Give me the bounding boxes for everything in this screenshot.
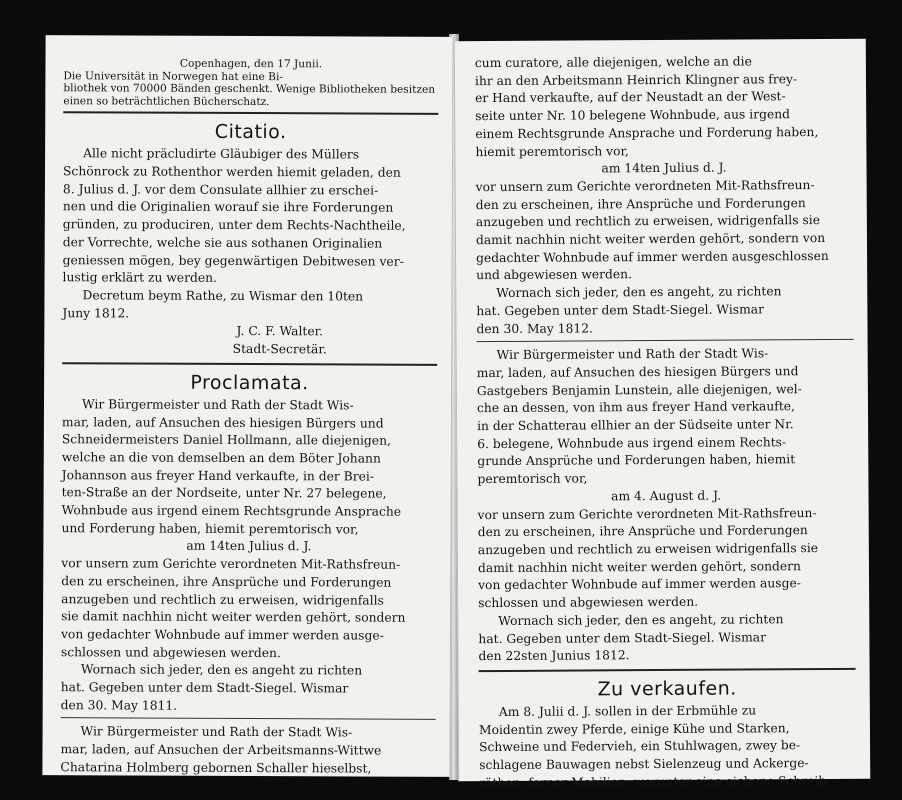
citatio-heading: Citatio. <box>214 121 287 144</box>
notice-line: grunde Ansprüche und Forderungen haben, hiemit <box>477 452 796 469</box>
news-line: bliothek von 70000 Bänden geschenkt. Wenige Bibliotheken besitzen <box>63 82 436 97</box>
notice-line: und abgewiesen werden. <box>476 267 633 283</box>
news-line: einen so beträchtlichen Bücherschatz. <box>63 94 270 108</box>
notice-closing: den 30. May 1812. <box>476 320 593 336</box>
proclamata-closing: Wornach sich jeder, den es angeht zu richten <box>80 662 363 678</box>
proclamata-closing: hat. Gegeben unter dem Stadt-Siegel. Wismar <box>60 680 349 696</box>
citatio-line: Alle nicht präcludirte Gläubiger des Müllers <box>83 146 360 162</box>
signer-title: Stadt-Secretär. <box>232 342 327 357</box>
section-divider <box>63 112 438 116</box>
notice-holmberg-continued <box>475 53 854 339</box>
left-page <box>42 35 453 777</box>
news-item <box>63 57 438 109</box>
notice-line: den zu erscheinen, ihre Ansprüche und Forderungen <box>477 523 808 540</box>
citatio-line: Schönrock zu Rothenthor werden hiemit geladen, den <box>62 164 401 180</box>
section-divider <box>61 718 436 721</box>
notice-closing: Wornach sich jeder, den es angeht, zu richten <box>498 612 784 628</box>
notice-line: einem Rechtsgrunde Ansprache und Forderung haben, <box>475 124 819 141</box>
notice-line: mar, laden, auf Ansuchen der Arbeitsmanns-Wittwe <box>60 742 382 758</box>
notice-line: vor unsern zum Gerichte verordneten Mit-Rathsfreun- <box>475 177 815 195</box>
proclamata-line: den zu erscheinen, ihre Ansprüche und Forderungen <box>61 574 392 590</box>
proclamata-date: am 14ten Julius d. J. <box>186 539 312 554</box>
notice-line: che an dessen, von ihm aus freyer Hand verkaufte, <box>476 399 795 416</box>
proclamata-line: Johannson aus freyer Hand verkaufte, in der Brei- <box>61 467 375 484</box>
notice-line: damit nachhin nicht weiter werden gehört, sondern <box>477 558 801 575</box>
proclamata-line: anzugeben und rechtlich zu erweisen, widrigenfalls <box>61 591 384 608</box>
right-page <box>454 39 871 790</box>
notice-line: gedachter Wohnbude auf immer werden ausgeschlossen <box>476 248 829 265</box>
notice-line: Wir Bürgermeister und Rath der Stadt Wis- <box>496 346 769 363</box>
notice-line: anzugeben und rechtlich zu erweisen widrigenfalls sie <box>477 541 819 558</box>
proclamata-line: mar, laden, auf Ansuchen des hiesigen Bürgers und <box>61 414 384 431</box>
notice-line: von gedachter Wohnbude auf immer werden ausge- <box>478 576 801 593</box>
proclamata-section <box>61 370 438 716</box>
notice-line: hiemit peremtorisch vor, <box>475 143 629 159</box>
zu-verkaufen-section <box>479 676 857 793</box>
proclamata-line: ten-Straße an der Nordseite, unter Nr. 27 belegene, <box>61 485 387 501</box>
notice-line: damit nachhin nicht weiter werden gehört, sondern von <box>475 231 826 248</box>
section-divider <box>477 339 854 342</box>
verkaufen-line: schlagene Bauwagen nebst Sielenzeug und Ackerge- <box>479 756 809 773</box>
notice-date: am 4. August d. J. <box>611 488 722 504</box>
proclamata-line: Wir Bürgermeister und Rath der Stadt Wis- <box>81 397 354 413</box>
notice-line: in der Schatterau ellhier an der Südseite unter Nr. <box>477 417 794 434</box>
notice-line: schlossen und abgewiesen werden. <box>478 594 699 611</box>
verkaufen-line: Schweine und Federvieh, ein Stuhlwagen, zwey be- <box>479 738 801 755</box>
notice-line: den zu erscheinen, ihre Ansprüche und Forderungen <box>475 195 806 212</box>
notice-line: seite unter Nr. 10 belegene Wohnbude, aus irgend <box>475 107 791 124</box>
citatio-line: lustig erklärt zu werden. <box>62 270 217 286</box>
citatio-line: gründen, zu produciren, unter dem Rechts-Nachtheile, <box>62 217 406 233</box>
citatio-section <box>62 120 438 360</box>
proclamata-line: Wohnbude aus irgend einem Rechtsgrunde Ansprache <box>61 503 402 519</box>
notice-line: Chatarina Holmberg gebornen Schaller hieselbst, <box>60 760 372 776</box>
notice-line: cum curatore, alle diejenigen, welche an die <box>474 54 752 71</box>
verkaufen-line: räthen, ferner Mobilien, worunter eine eichene Schreib- <box>479 773 831 790</box>
proclamata-closing: den 30. May 1811. <box>60 697 178 713</box>
proclamata-line: und Forderung haben, hiemit peremtorisch vor, <box>61 520 359 537</box>
proclamata-line: welche an die von demselben an dem Böter Johann <box>61 450 381 466</box>
notice-line: Gastgebers Benjamin Lunstein, alle diejenigen, wel- <box>476 381 802 398</box>
notice-date: am 14ten Julius d. J. <box>601 160 727 176</box>
news-line: Die Universität in Norwegen hat eine Bi- <box>63 69 283 83</box>
proclamata-line: sie damit nachhin nicht weiter werden gehört, sondern <box>61 609 406 625</box>
citatio-decree: Juny 1812. <box>62 305 130 321</box>
notice-line: Wir Bürgermeister und Rath der Stadt Wis- <box>80 724 353 740</box>
proclamata-heading: Proclamata. <box>190 371 309 395</box>
verkaufen-line: Am 8. Julii d. J. sollen in der Erbmühle zu <box>498 703 757 719</box>
citatio-line: nen und die Originalien worauf sie ihre Forderungen <box>62 199 394 216</box>
proclamata-line: vor unsern zum Gerichte verordneten Mit-Rathsfreun- <box>61 556 401 572</box>
citatio-line: geniessen mögen, bey gegenwärtigen Debitwesen ver- <box>62 252 404 269</box>
notice-closing: den 22sten Junius 1812. <box>478 648 630 664</box>
notice-line: vor unsern zum Gerichte verordneten Mit-Rathsfreun- <box>477 505 817 522</box>
notice-closing: Wornach sich jeder, den es angeht, zu richten <box>496 284 782 301</box>
notice-closing: hat. Gegeben unter dem Stadt-Siegel. Wismar <box>476 302 764 318</box>
notice-closing: hat. Gegeben unter dem Stadt-Siegel. Wismar <box>478 629 766 646</box>
notice-line: peremtorisch vor, <box>477 471 588 487</box>
section-divider <box>62 362 437 366</box>
verkaufen-line: Moidentin zwey Pferde, einige Kühe und Starken, <box>478 720 790 737</box>
citatio-decree: Decretum beym Rathe, zu Wismar den 10ten <box>82 288 364 304</box>
proclamata-line: Schneidermeisters Daniel Hollmann, alle diejenigen, <box>61 432 391 448</box>
section-divider <box>479 668 856 672</box>
proclamata-line: von gedachter Wohnbude auf immer werden ausge- <box>60 627 384 643</box>
notice-lunstein <box>477 345 856 666</box>
signer-name: J. C. F. Walter. <box>236 324 324 339</box>
news-dateline: Copenhagen, den 17 Junii. <box>179 57 323 71</box>
notice-line: ihr an den Arbeitsmann Heinrich Klingner aus frey- <box>474 71 798 88</box>
proclamata-line: schlossen und abgewiesen werden. <box>60 644 281 660</box>
verkaufen-heading: Zu verkaufen. <box>597 677 737 701</box>
notice-line: mar, laden, auf Ansuchen des hiesigen Bürgers und <box>476 364 799 381</box>
notice-line: 6. belegene, Wohnbude aus irgend einem Rechts- <box>477 435 787 451</box>
notice-line: er Hand verkaufte, auf der Neustadt an der West- <box>475 89 786 106</box>
citatio-line: 8. Julius d. J. vor dem Consulate allhier zu erschei- <box>62 181 379 198</box>
citatio-line: der Vorrechte, welche sie aus sothanen Originalien <box>62 235 383 251</box>
notice-line: anzugeben und rechtlich zu erweisen, widrigenfalls sie <box>475 213 820 230</box>
notice-holmberg <box>60 724 435 779</box>
